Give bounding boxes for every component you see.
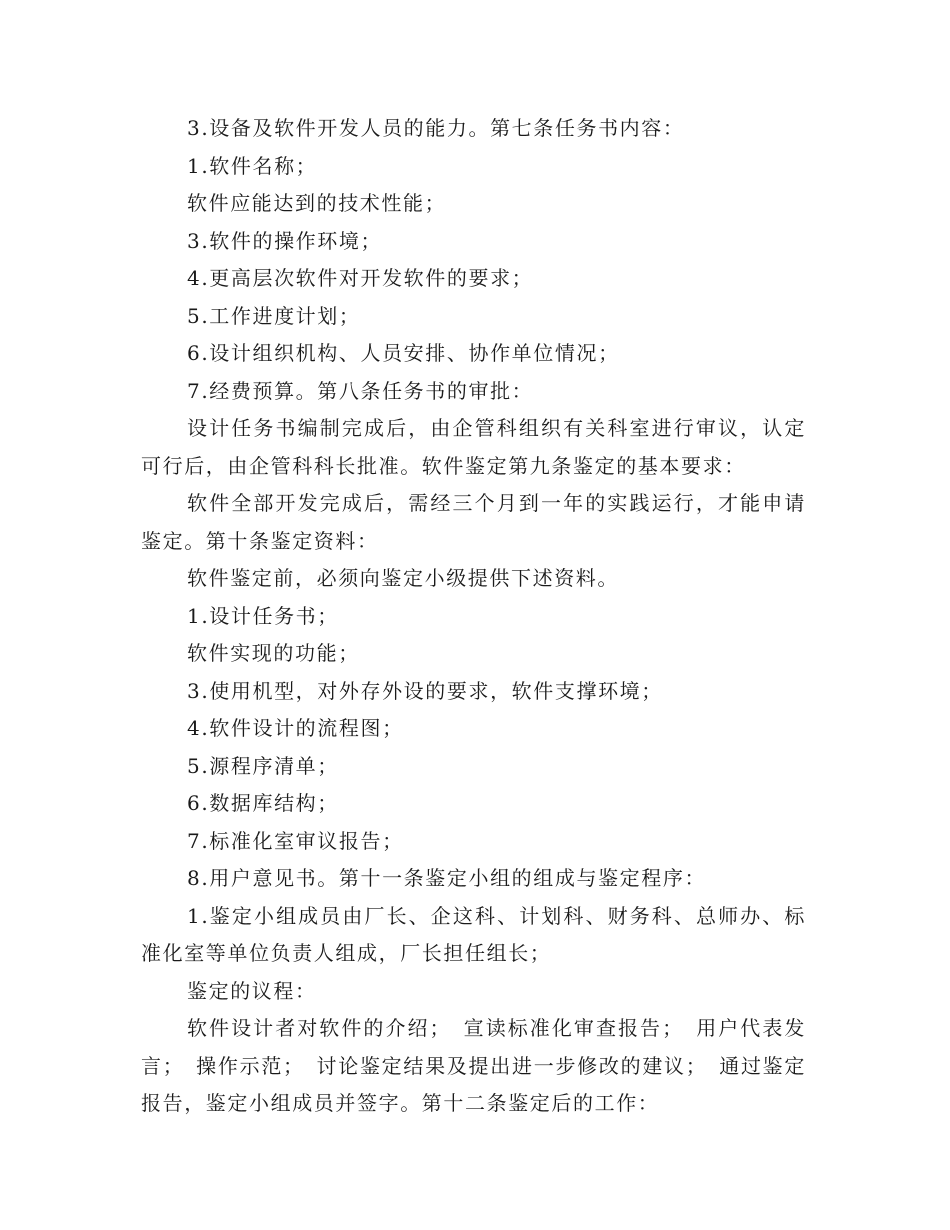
paragraph: 4.更高层次软件对开发软件的要求； <box>187 266 534 290</box>
paragraph: 1.设计任务书； <box>187 603 339 628</box>
paragraph: 1.软件名称； <box>187 153 318 178</box>
paragraph: 1.鉴定小组成员由厂长、企这科、计划科、财务科、总师办、标准化室等单位负责人组成，厂长担任组长； <box>141 903 806 965</box>
paragraph: 3.使用机型，对外存外设的要求，软件支撑环境； <box>187 678 663 703</box>
paragraph: 软件实现的功能； <box>187 641 360 665</box>
paragraph: 鉴定的议程： <box>187 978 317 1003</box>
paragraph: 5.源程序清单； <box>187 753 339 778</box>
paragraph: 设计任务书编制完成后，由企管科组织有关科室进行审议，认定可行后，由企管科科长批准。软件鉴定第九条鉴定的基本要求： <box>141 416 806 478</box>
paragraph: 7.经费预算。第八条任务书的审批： <box>187 378 534 403</box>
paragraph: 3.软件的操作环境； <box>187 228 383 253</box>
paragraph: 3.设备及软件开发人员的能力。第七条任务书内容： <box>187 116 685 140</box>
paragraph: 6.数据库结构； <box>187 791 339 815</box>
paragraph: 软件鉴定前，必须向鉴定小级提供下述资料。 <box>187 566 619 590</box>
paragraph: 5.工作进度计划； <box>187 303 361 328</box>
paragraph: 软件设计者对软件的介绍； 宣读标准化审查报告； 用户代表发言； 操作示范； 讨论鉴定结果及提出进一步修改的建议； 通过鉴定报告，鉴定小组成员并签字。第十二条鉴定后的工作： <box>141 1016 806 1115</box>
document-body <box>141 110 806 1123</box>
paragraph: 6.设计组织机构、人员安排、协作单位情况； <box>187 341 620 365</box>
paragraph: 8.用户意见书。第十一条鉴定小组的组成与鉴定程序： <box>187 866 707 890</box>
paragraph: 7.标准化室审议报告； <box>187 828 404 853</box>
paragraph: 4.软件设计的流程图； <box>187 716 404 740</box>
paragraph: 软件应能达到的技术性能； <box>187 191 447 215</box>
paragraph: 软件全部开发完成后，需经三个月到一年的实践运行，才能申请鉴定。第十条鉴定资料： <box>141 491 806 553</box>
